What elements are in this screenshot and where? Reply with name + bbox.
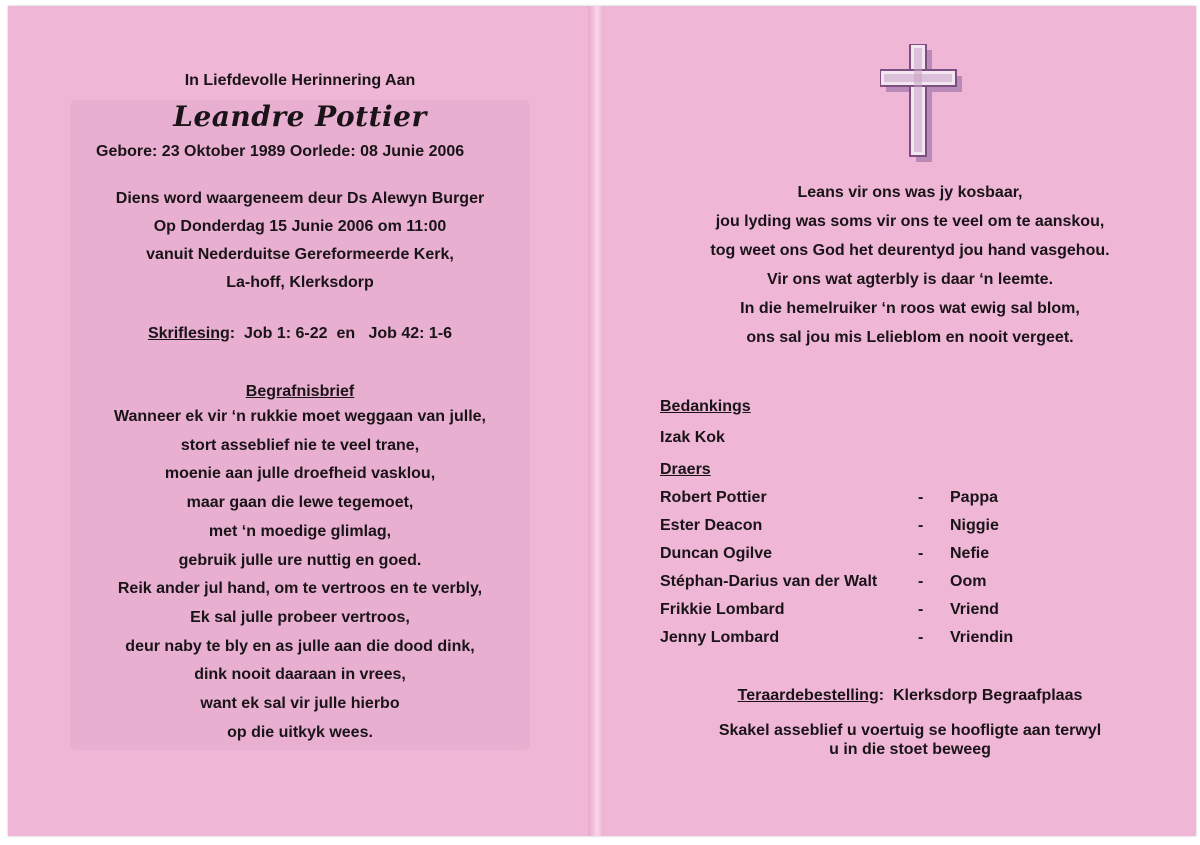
- poem-line: dink nooit daaraan in vrees,: [194, 666, 406, 684]
- burial-place: [660, 687, 1160, 705]
- bearer-row: [622, 489, 1160, 517]
- service-line: vanuit Nederduitse Gereformeerde Kerk,: [146, 246, 454, 263]
- bearer-dash: -: [918, 517, 924, 534]
- poem-line: maar gaan die lewe tegemoet,: [186, 494, 414, 512]
- service-line: Op Donderdag 15 Junie 2006 om 11:00: [153, 218, 447, 235]
- poem-line: Reik ander jul hand, om te vertroos en te verbly,: [117, 580, 483, 598]
- poem-line: met ‘n moedige glimlag,: [208, 522, 392, 540]
- closing-line: Skakel asseblief u voertuig se hoofligte aan terwyl: [718, 722, 1102, 739]
- bearer-dash: -: [918, 601, 924, 618]
- service-line: Diens word waargeneem deur Ds Alewyn Burger: [115, 190, 485, 207]
- poem-line: stort asseblief nie te veel trane,: [180, 436, 420, 454]
- poem-line: op die uitkyk wees.: [227, 723, 373, 741]
- intro-text: In Liefdevolle Herinnering Aan: [184, 72, 416, 89]
- closing-note: [660, 721, 1160, 759]
- bearer-relation: Niggie: [950, 517, 999, 534]
- poem-line: gebruik julle ure nuttig en goed.: [178, 551, 422, 569]
- poem-line: Wanneer ek vir ‘n rukkie moet weggaan van julle,: [114, 408, 486, 425]
- service-line: La-hoff, Klerksdorp: [226, 274, 374, 291]
- verse-line: jou lyding was soms vir ons te veel om te aanskou,: [715, 213, 1105, 230]
- verse-line: Leans vir ons was jy kosbaar,: [797, 184, 1023, 201]
- bearer-dash: -: [918, 489, 924, 506]
- scripture-text: : Job 1: 6-22 en Job 42: 1-6: [229, 325, 453, 342]
- bearer-name: Frikkie Lombard: [660, 601, 785, 618]
- bearer-dash: -: [918, 545, 924, 562]
- bearer-name: Jenny Lombard: [660, 629, 780, 646]
- deceased-name: Leandre Pottier: [173, 100, 427, 133]
- scripture-label: Skriflesing: [147, 325, 230, 342]
- bearer-relation: Vriend: [950, 601, 999, 618]
- center-fold: [588, 6, 604, 836]
- bearers-list: [622, 489, 1160, 657]
- poem-line: deur naby te bly en as julle aan die dood dink,: [125, 637, 475, 655]
- verse-line: Vir ons wat agterbly is daar ‘n leemte.: [766, 271, 1054, 288]
- bearer-row: [622, 601, 1160, 629]
- service-details: [60, 185, 540, 297]
- poem: [60, 403, 540, 747]
- thanks-title: Bedankings: [660, 398, 751, 415]
- right-panel: [660, 170, 1160, 759]
- bearer-relation: Oom: [950, 573, 987, 590]
- scripture-reading: [60, 325, 540, 343]
- verse-line: In die hemelruiker ‘n roos wat ewig sal blom,: [740, 300, 1080, 317]
- closing-line: u in die stoet beweeg: [829, 741, 991, 758]
- bearer-name: Robert Pottier: [660, 489, 767, 506]
- cross-icon: [880, 44, 970, 174]
- verse-line: ons sal jou mis Lelieblom en nooit vergeet.: [746, 329, 1074, 346]
- poem-line: moenie aan julle droefheid vasklou,: [164, 465, 436, 483]
- tribute-verse: [660, 178, 1160, 352]
- poem-line: want ek sal vir julle hierbo: [200, 695, 400, 713]
- bearer-row: [622, 573, 1160, 601]
- bearers-title: Draers: [660, 461, 711, 478]
- bearer-name: Duncan Ogilve: [660, 545, 773, 562]
- bearer-name: Ester Deacon: [660, 517, 763, 534]
- thanks-name: Izak Kok: [660, 429, 725, 446]
- poem-title: Begrafnisbrief: [245, 383, 355, 400]
- burial-label: Teraardebestelling: [737, 687, 879, 704]
- poem-line: Ek sal julle probeer vertroos,: [190, 608, 410, 626]
- bearer-row: [622, 517, 1160, 545]
- bearer-relation: Pappa: [950, 489, 999, 506]
- bearer-relation: Vriendin: [950, 629, 1014, 646]
- bearer-relation: Nefie: [950, 545, 990, 562]
- bearer-dash: -: [918, 573, 924, 590]
- bearer-name: Stéphan-Darius van der Walt: [660, 573, 878, 590]
- left-panel: [60, 60, 540, 747]
- burial-text: : Klerksdorp Begraafplaas: [878, 687, 1083, 704]
- verse-line: tog weet ons God het deurentyd jou hand vasgehou.: [710, 242, 1110, 259]
- bearer-dash: -: [918, 629, 924, 646]
- bearer-row: [622, 545, 1160, 573]
- birth-death-dates: Gebore: 23 Oktober 1989 Oorlede: 08 Junie 2006: [96, 143, 465, 160]
- bearer-row: [622, 629, 1160, 657]
